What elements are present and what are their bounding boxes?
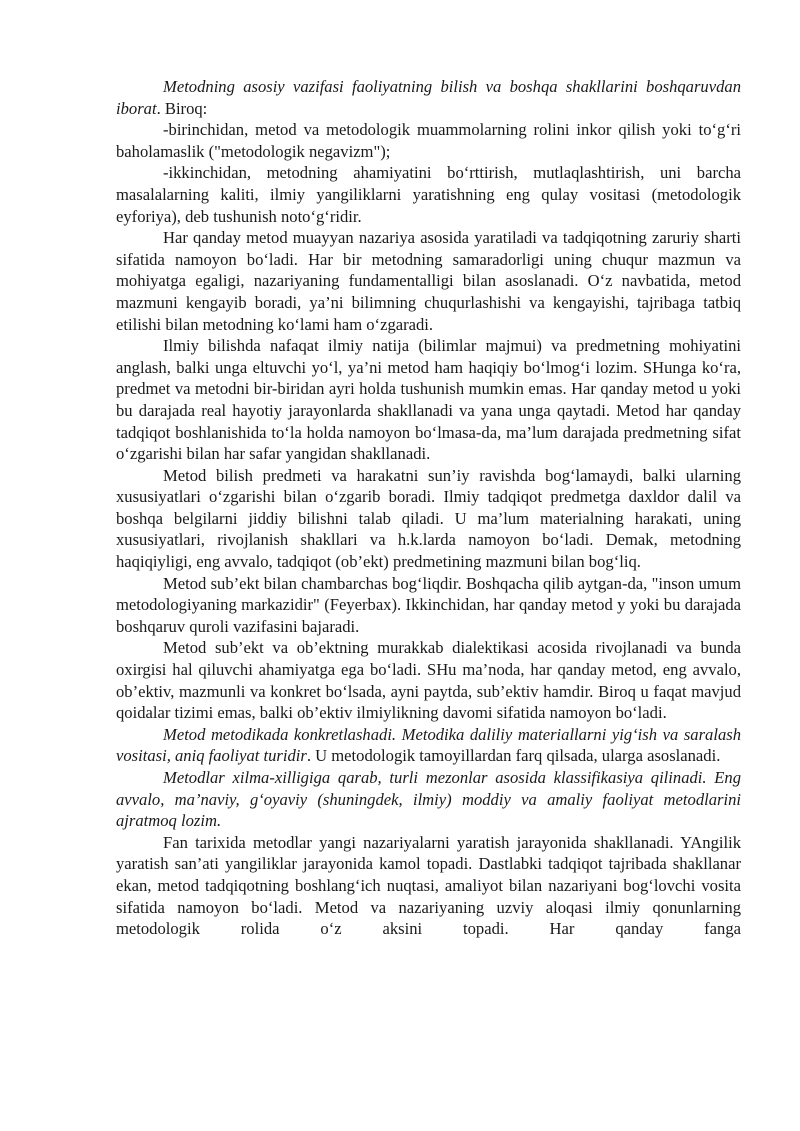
paragraph-text: Fan tarixida metodlar yangi nazariyalarni yaratish jarayonida shakllanadi. YAngilik yaratish san’ati yangiliklar jarayonida kamol topadi. Dastlabki tadqiqot tajribada shakllanar ekan, metod tadqiqotning boshlang‘ich nuqtasi, amaliyot bilan nazariyani bog‘lovchi vosita sifatida namoyon bo‘ladi. Metod va nazariyaning uzviy aloqasi ilmiy qonunlarning metodologik rolida o‘z aksini topadi. Har qanday fanga xyxy=(116,832,741,939)
paragraph xyxy=(116,767,741,832)
paragraph-text: Metod bilish predmeti va harakatni sun’iy ravishda bog‘lamaydi, balki ularning xususiyatlari o‘zgarishi bilan o‘zgarib boradi. Ilmiy tadqiqot predmetga daxldor dalil va boshqa belgilarni jiddiy bilishni talab qiladi. U ma’lum materialning harakati, uning xususiyatlari, rivojlanish shakllari va h.k.larda namoyon bo‘ladi. Demak, metodning haqiqiyligi, eng avvalo, tadqiqot (ob’ekt) predmetining mazmuni bilan bog‘liq. xyxy=(116,465,741,572)
paragraph xyxy=(116,573,741,638)
paragraph xyxy=(116,724,741,767)
paragraph-text: Metod sub’ekt bilan chambarchas bog‘liqdir. Boshqacha qilib aytgan-da, "inson umum metodologiyaning markazidir" (Feyerbax). Ikkinchidan, har qanday metod y yoki bu darajada boshqaruv quroli vazifasini bajaradi. xyxy=(116,573,741,636)
paragraph-text: Metod sub’ekt va ob’ektning murakkab dialektikasi acosida rivojlanadi va bunda oxirgisi hal qiluvchi ahamiyatga ega bo‘ladi. SHu ma’noda, har qanday metod, eng avvalo, ob’ektiv, mazmunli va konkret bo‘lsada, ayni paytda, sub’ektiv hamdir. Biroq u faqat mavjud qoidalar tizimi emas, balki ob’ektiv ilmiylikning davomi sifatida namoyon bo‘ladi. xyxy=(116,638,741,723)
italic-text: Metodning asosiy vazifasi faoliyatning bilish va boshqa shakllarini boshqaruvdan iborat xyxy=(116,77,741,118)
italic-text: Metodlar xilma-xilligiga qarab, turli mezonlar asosida klassifikasiya qilinadi. Eng avvalo, ma’naviy, g‘oyaviy (shuningdek, ilmiy) moddiy va amaliy faoliyat metodlarini ajratmoq lozim. xyxy=(116,768,741,831)
paragraph xyxy=(116,119,741,162)
paragraph xyxy=(116,637,741,723)
paragraph xyxy=(116,227,741,335)
paragraph-text: -birinchidan, metod va metodologik muammolarning rolini inkor qilish yoki to‘g‘ri baholamaslik ("metodologik negavizm"); xyxy=(116,120,741,161)
paragraph xyxy=(116,465,741,573)
paragraph-text: -ikkinchidan, metodning ahamiyatini bo‘rttirish, mutlaqlashtirish, uni barcha masalalarning kaliti, ilmiy yangiliklarni yaratishning eng qulay vositasi (metodologik eyforiya), deb tushunish noto‘g‘ridir. xyxy=(116,163,741,226)
paragraph xyxy=(116,76,741,119)
paragraph xyxy=(116,162,741,227)
document-page xyxy=(116,76,741,940)
paragraph-text: . Biroq: xyxy=(156,98,208,118)
paragraph-text: Ilmiy bilishda nafaqat ilmiy natija (bilimlar majmui) va predmetning mohiyatini anglash, balki unga eltuvchi yo‘l, ya’ni metod ham haqiqiy bo‘lmog‘i lozim. SHunga ko‘ra, predmet va metodni bir-biridan ayri holda tushunish mumkin emas. Har qanday metod u yoki bu darajada real hayotiy jarayonlarda shakllanadi va yana unga qaytadi. Metod har qanday tadqiqot boshlanishida to‘la holda namoyon bo‘lmasa-da, ma’lum darajada predmetning sifat o‘zgarishi bilan har safar yangidan shakllanadi. xyxy=(116,336,741,464)
paragraph xyxy=(116,832,741,940)
paragraph-text: Har qanday metod muayyan nazariya asosida yaratiladi va tadqiqotning zaruriy sharti sifatida namoyon bo‘ladi. Har bir metodning samaradorligi uning chuqur mazmun va mohiyatga egaligi, nazariyaning fundamentalligi bilan asoslanadi. O‘z navbatida, metod mazmuni kengayib boradi, ya’ni bilimning chuqurlashishi va kengayishi, tajribaga tatbiq etilishi bilan metodning ko‘lami ham o‘zgaradi. xyxy=(116,228,741,334)
paragraph-text: . U metodologik tamoyillardan farq qilsada, ularga asoslanadi. xyxy=(306,746,721,766)
paragraph xyxy=(116,335,741,465)
italic-text: Metod metodikada konkretlashadi. Metodika daliliy materiallarni yig‘ish va saralash vositasi, aniq faoliyat turidir xyxy=(116,724,741,766)
